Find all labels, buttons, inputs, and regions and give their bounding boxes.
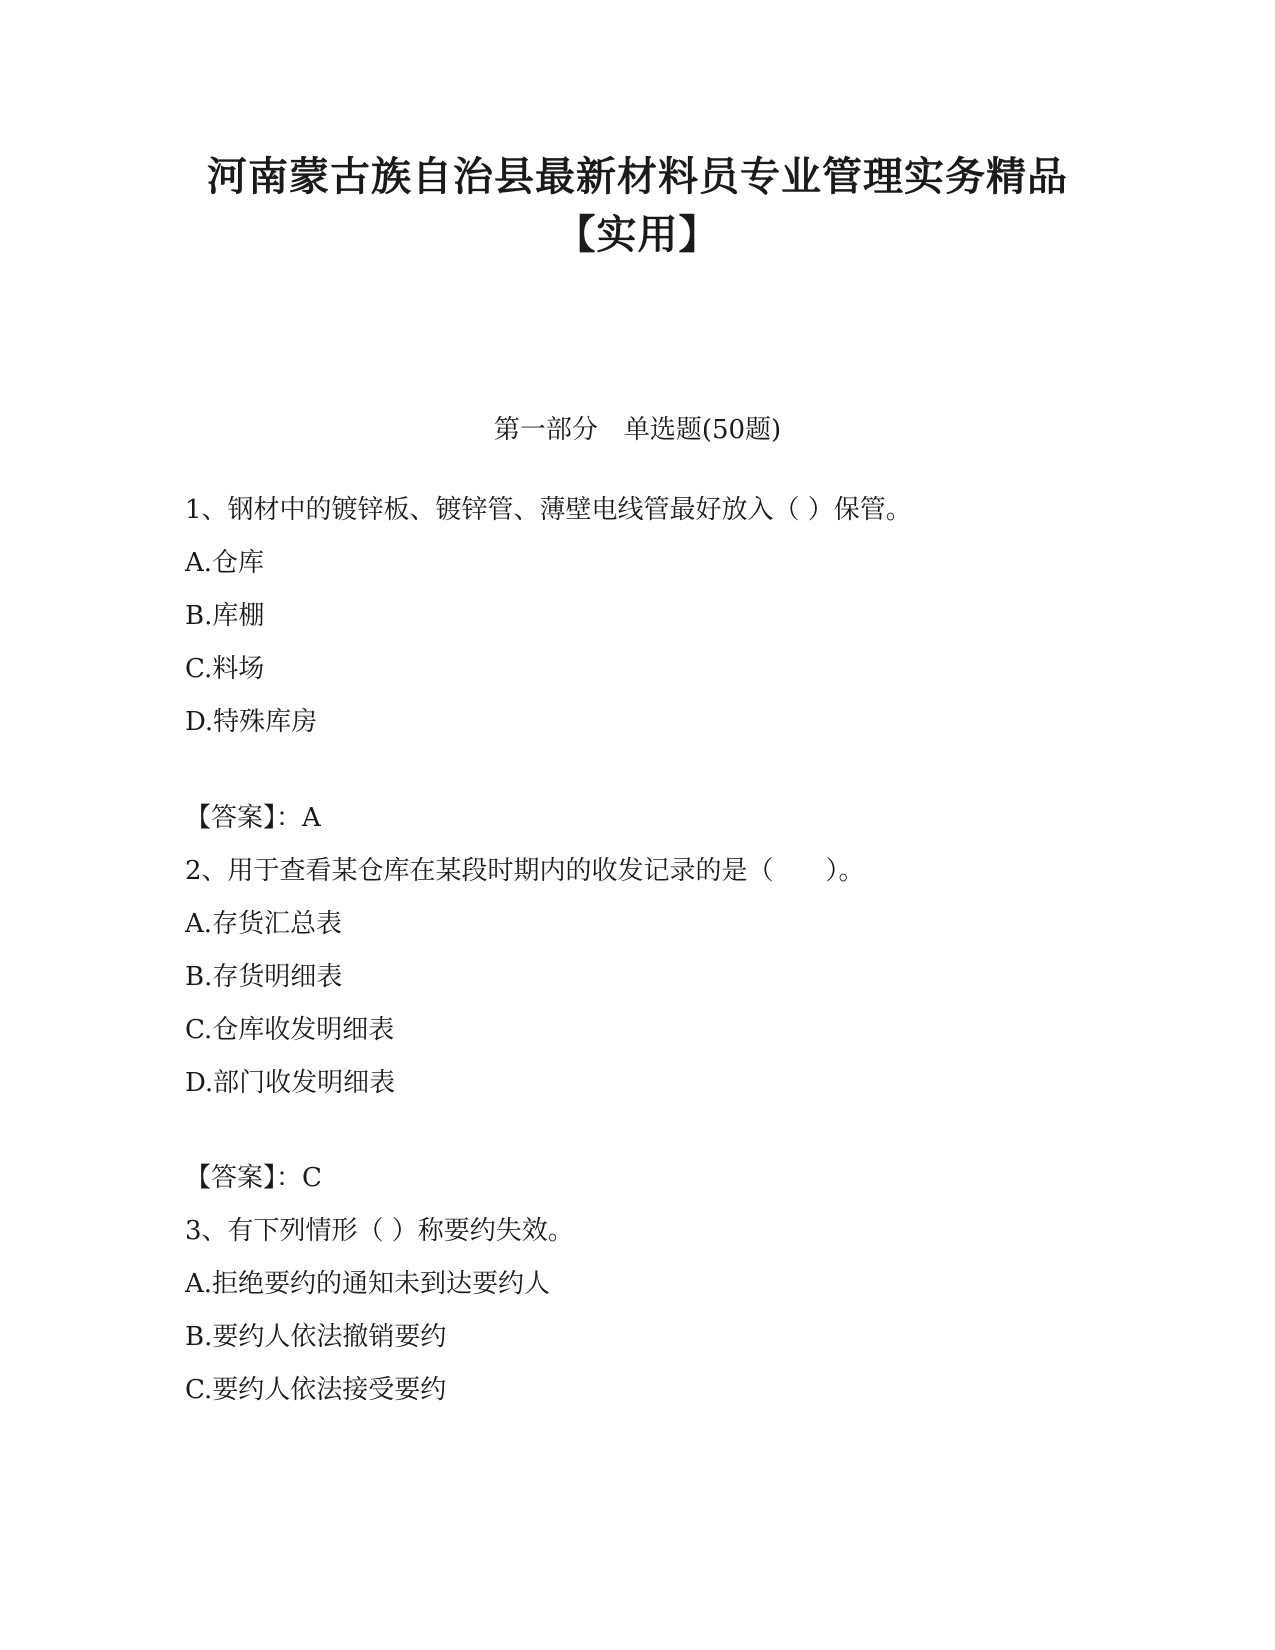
question-1-option-b: B.库棚 xyxy=(185,601,265,631)
question-3-option-a: A.拒绝要约的通知未到达要约人 xyxy=(185,1269,551,1299)
section-heading: 第一部分 单选题(50题) xyxy=(493,415,782,445)
document-title-line-1: 河南蒙古族自治县最新材料员专业管理实务精品 xyxy=(207,153,1068,200)
question-3-option-b: B.要约人依法撤销要约 xyxy=(185,1322,447,1352)
question-2-option-d: D.部门收发明细表 xyxy=(185,1068,396,1098)
question-1-stem: 1、钢材中的镀锌板、镀锌管、薄壁电线管最好放入（ ）保管。 xyxy=(185,495,912,525)
question-2-option-b: B.存货明细表 xyxy=(185,962,343,992)
question-1-answer: 【答案】：A xyxy=(185,803,321,833)
question-1-option-d: D.特殊库房 xyxy=(185,707,318,737)
question-3-option-c: C.要约人依法接受要约 xyxy=(185,1375,447,1405)
question-2-option-c: C.仓库收发明细表 xyxy=(185,1015,395,1045)
question-1-option-c: C.料场 xyxy=(185,654,265,684)
question-2-stem: 2、用于查看某仓库在某段时期内的收发记录的是（ ）。 xyxy=(185,856,865,886)
document-title-line-2: 【实用】 xyxy=(555,211,720,258)
question-2-answer: 【答案】：C xyxy=(185,1163,322,1193)
question-1-option-a: A.仓库 xyxy=(185,548,265,578)
question-3-stem: 3、有下列情形（ ）称要约失效。 xyxy=(185,1216,574,1246)
question-2-option-a: A.存货汇总表 xyxy=(185,909,343,939)
